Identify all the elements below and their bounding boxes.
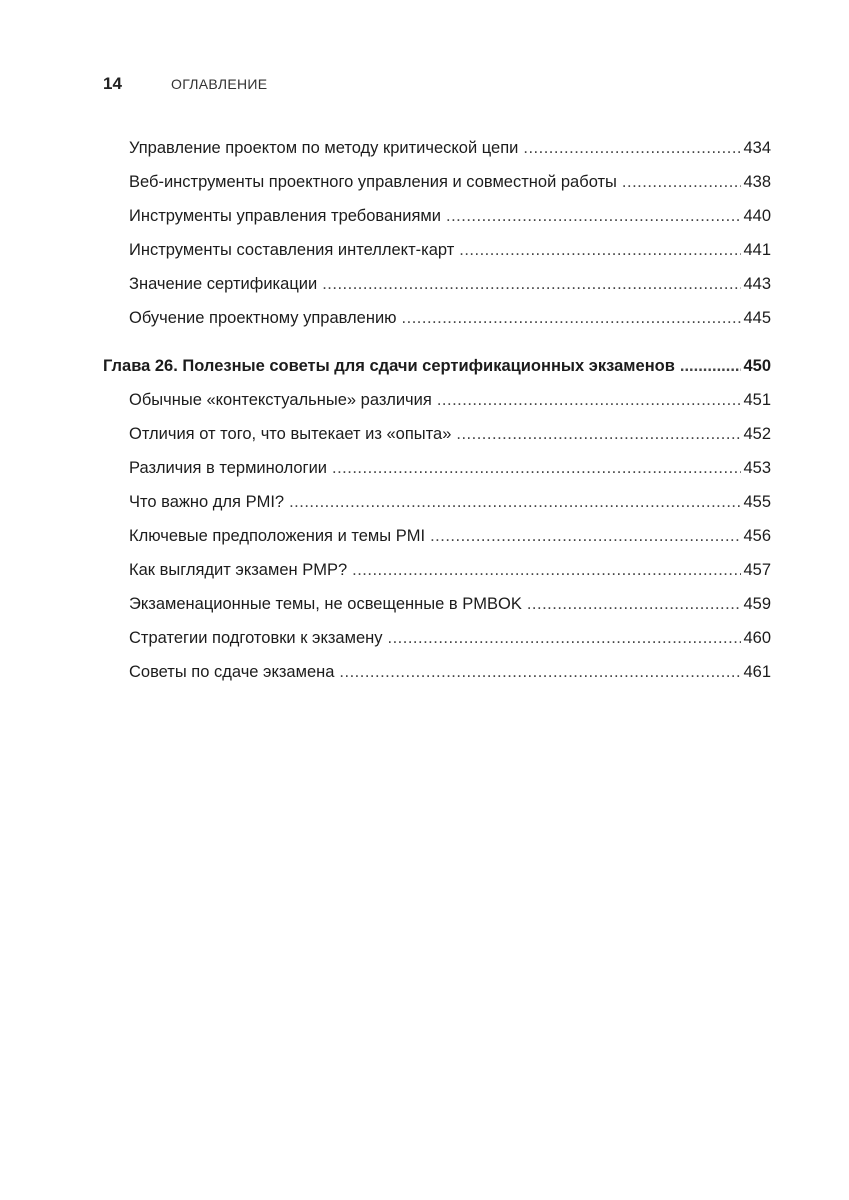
toc-entry[interactable] [103,587,771,621]
dot-leader [339,655,741,689]
toc-entry-title: Инструменты управления требованиями [129,207,441,225]
dot-leader [456,417,741,451]
dot-leader [446,199,741,233]
toc-entry-page: 461 [743,663,771,681]
dot-leader [332,451,741,485]
toc-entry-page: 453 [743,459,771,477]
toc-entry[interactable] [103,451,771,485]
toc-entry-page: 452 [743,425,771,443]
toc-entry[interactable] [103,301,771,335]
dot-leader [523,131,741,165]
dot-leader [322,267,741,301]
toc-chapter-heading[interactable] [103,349,771,383]
running-title: ОГЛАВЛЕНИЕ [171,76,268,92]
toc-entry-title: Различия в терминологии [129,459,328,477]
dot-leader [622,165,742,199]
toc-entry[interactable] [103,131,771,165]
toc-entry-page: 440 [743,207,771,225]
toc-entry-title: Что важно для PMI? [129,493,285,511]
toc-entry-page: 455 [743,493,771,511]
dot-leader [459,233,741,267]
toc-entry[interactable] [103,233,771,267]
dot-leader [437,383,742,417]
toc-entry-page: 441 [743,241,771,259]
toc-entry-page: 445 [743,309,771,327]
toc-entry-title: Как выглядит экзамен PMP? [129,561,348,579]
dot-leader [680,349,742,383]
toc-entry-page: 459 [743,595,771,613]
toc-entry[interactable] [103,267,771,301]
toc-entry-title: Экзаменационные темы, не освещенные в PMBOK [129,595,522,613]
toc-entry[interactable] [103,199,771,233]
toc-entry-title: Обычные «контекстуальные» различия [129,391,432,409]
page-header [103,72,267,96]
toc-entry-title: Отличия от того, что вытекает из «опыта» [129,425,452,443]
toc-entry-title: Веб-инструменты проектного управления и совместной работы [129,173,617,191]
dot-leader [289,485,741,519]
toc-entry-title: Советы по сдаче экзамена [129,663,335,681]
dot-leader [402,301,742,335]
toc-entry-page: 460 [743,629,771,647]
toc-entry-title: Инструменты составления интеллект-карт [129,241,455,259]
dot-leader [430,519,741,553]
dot-leader [387,621,741,655]
toc-entry-page: 438 [743,173,771,191]
toc-entry[interactable] [103,485,771,519]
toc-chapter-title: Глава 26. Полезные советы для сдачи сертификационных экзаменов [103,357,675,375]
toc-entry[interactable] [103,383,771,417]
toc-entry-page: 443 [743,275,771,293]
toc-entry[interactable] [103,165,771,199]
table-of-contents [103,131,771,689]
toc-entry-page: 457 [743,561,771,579]
toc-entry-page: 456 [743,527,771,545]
toc-chapter-page: 450 [743,357,771,375]
toc-entry-title: Обучение проектному управлению [129,309,397,327]
dot-leader [352,553,741,587]
toc-entry[interactable] [103,519,771,553]
toc-entry-title: Значение сертификации [129,275,318,293]
toc-entry-page: 451 [743,391,771,409]
toc-entry[interactable] [103,655,771,689]
page-number: 14 [103,74,122,93]
toc-entry[interactable] [103,553,771,587]
toc-entry-title: Стратегии подготовки к экзамену [129,629,383,647]
toc-entry[interactable] [103,621,771,655]
toc-entry-page: 434 [743,139,771,157]
dot-leader [527,587,742,621]
toc-entry[interactable] [103,417,771,451]
toc-entry-title: Управление проектом по методу критической цепи [129,139,519,157]
toc-entry-title: Ключевые предположения и темы PMI [129,527,426,545]
